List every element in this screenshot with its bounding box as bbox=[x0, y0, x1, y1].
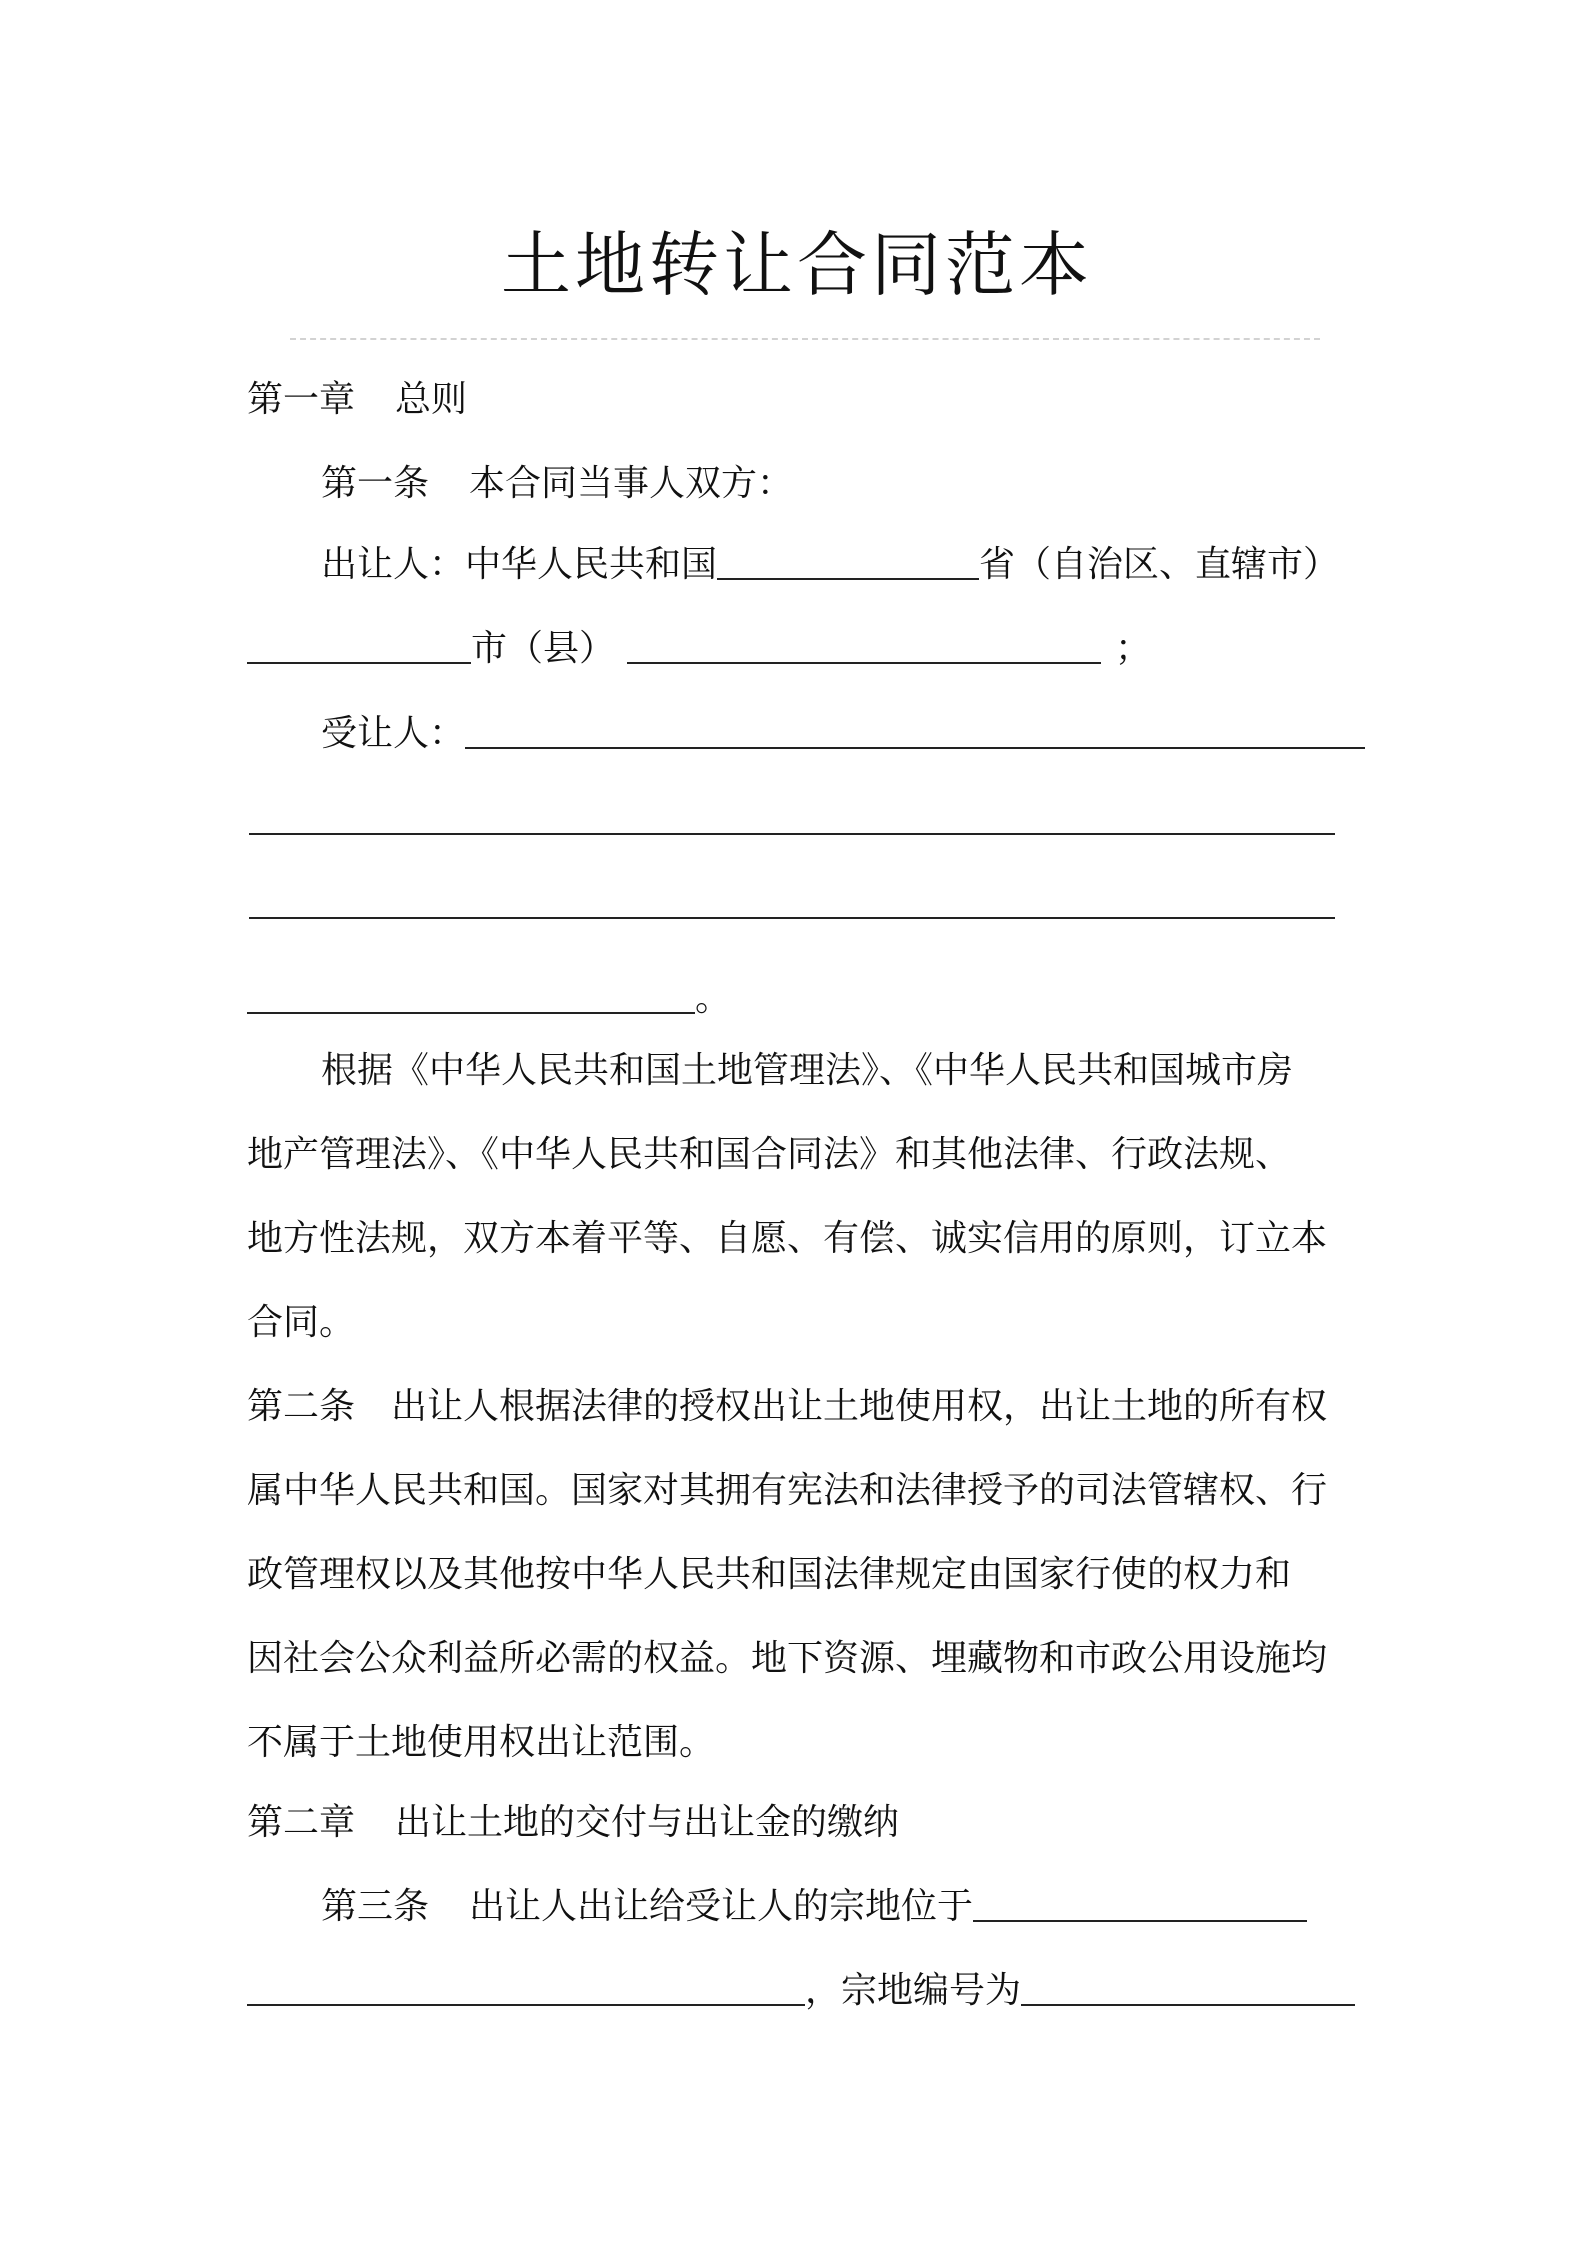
article-3-label: 第三条 bbox=[321, 1886, 430, 1927]
chapter-2-name: 出让土地的交付与出让金的缴纳 bbox=[395, 1802, 900, 1843]
chapter-1-heading bbox=[247, 376, 1359, 424]
grantor-city: 市（县） bbox=[471, 628, 616, 669]
grantor-city-line bbox=[247, 625, 1359, 673]
city-blank[interactable] bbox=[247, 626, 471, 664]
grantee-last-line bbox=[247, 975, 1359, 1023]
grantee-label: 受让人： bbox=[321, 713, 466, 754]
basis-line-4: 合同。 bbox=[247, 1302, 356, 1343]
location-blank-2[interactable] bbox=[247, 1968, 805, 2006]
grantee-blank[interactable] bbox=[465, 711, 1365, 749]
chapter-1-name: 总则 bbox=[395, 379, 468, 420]
article-3-line-1 bbox=[321, 1883, 1359, 1931]
county-blank[interactable] bbox=[627, 626, 1101, 664]
basis-line-3: 地方性法规，双方本着平等、自愿、有偿、诚实信用的原则，订立本 bbox=[247, 1218, 1328, 1259]
province-blank[interactable] bbox=[717, 542, 979, 580]
grantor-end: ； bbox=[1115, 628, 1152, 669]
article-2-line-1: 第二条 出让人根据法律的授权出让土地使用权，出让土地的所有权 bbox=[247, 1386, 1328, 1427]
chapter-1-label: 第一章 bbox=[247, 379, 356, 420]
basis-line-1: 根据《中华人民共和国土地管理法》、《中华人民共和国城市房 bbox=[321, 1050, 1294, 1091]
parcel-number-label: ，宗地编号为 bbox=[805, 1970, 1022, 2011]
article-1 bbox=[321, 460, 1359, 508]
title-divider bbox=[290, 338, 1320, 340]
grantee-blank-line-3[interactable] bbox=[249, 917, 1335, 919]
article-3-line-2 bbox=[247, 1967, 1359, 2015]
grantor-line bbox=[321, 541, 1359, 589]
grantor-province: 省（自治区、直辖市） bbox=[979, 544, 1340, 585]
chapter-2-label: 第二章 bbox=[247, 1802, 356, 1843]
article-2-line-3: 政管理权以及其他按中华人民共和国法律规定由国家行使的权力和 bbox=[247, 1554, 1292, 1595]
grantee-blank-line-4[interactable] bbox=[247, 976, 695, 1014]
article-2-line-4: 因社会公众利益所必需的权益。地下资源、埋藏物和市政公用设施均 bbox=[247, 1638, 1328, 1679]
article-2-line-2: 属中华人民共和国。国家对其拥有宪法和法律授予的司法管辖权、行 bbox=[247, 1470, 1328, 1511]
grantee-end: 。 bbox=[695, 978, 732, 1019]
grantee-blank-line-2[interactable] bbox=[249, 833, 1335, 835]
basis-line-2: 地产管理法》、《中华人民共和国合同法》和其他法律、行政法规、 bbox=[247, 1134, 1292, 1175]
grantee-line bbox=[321, 710, 1359, 758]
article-1-text: 本合同当事人双方： bbox=[469, 463, 794, 504]
article-3-text: 出让人出让给受让人的宗地位于 bbox=[469, 1886, 974, 1927]
article-2-line-5: 不属于土地使用权出让范围。 bbox=[247, 1722, 716, 1763]
grantor-label: 出让人：中华人民共和国 bbox=[321, 544, 718, 585]
location-blank[interactable] bbox=[973, 1884, 1307, 1922]
parcel-number-blank[interactable] bbox=[1021, 1968, 1355, 2006]
chapter-2-heading bbox=[247, 1799, 1359, 1847]
document-title: 土地转让合同范本 bbox=[501, 224, 1093, 306]
article-1-label: 第一条 bbox=[321, 463, 430, 504]
